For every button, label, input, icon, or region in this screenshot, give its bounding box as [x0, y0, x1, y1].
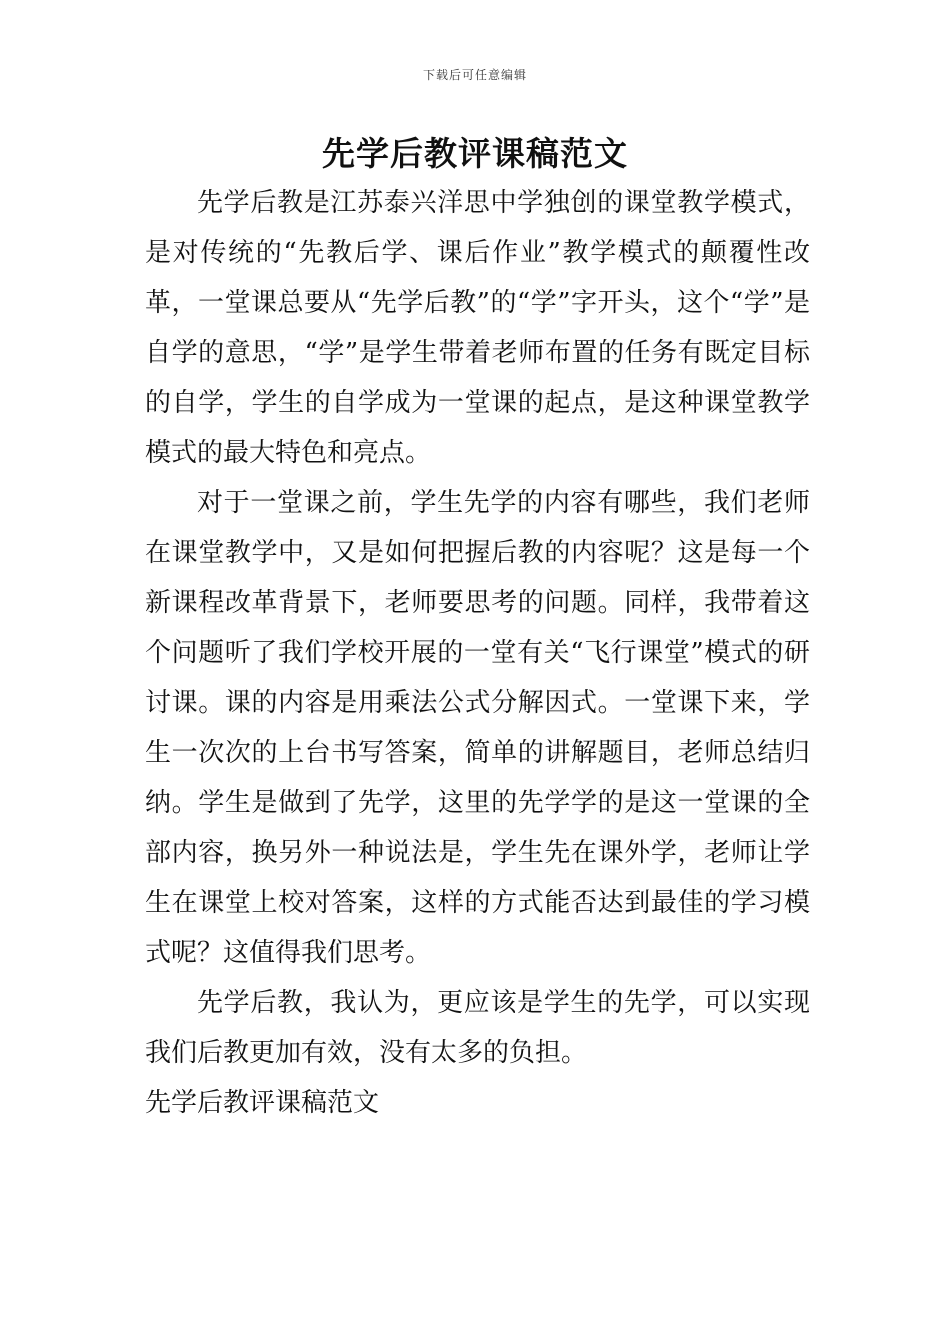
header-note: 下载后可任意编辑	[422, 68, 527, 82]
paragraph-1: 先学后教是江苏泰兴洋思中学独创的课堂教学模式，是对传统的“先教后学、课后作业”教学模式的颠覆性改革，一堂课总要从“先学后教”的“学”字开头，这个“学”是自学的意思，“学”是学生带着老师布置的任务有既定目标的自学，学生的自学成为一堂课的起点，是这种课堂教学模式的最大特色和亮点。	[145, 188, 810, 468]
document-body	[145, 178, 810, 1128]
paragraph-3: 先学后教，我认为，更应该是学生的先学，可以实现我们后教更加有效，没有太多的负担。	[145, 988, 810, 1068]
document-footer-line: 先学后教评课稿范文	[145, 1088, 380, 1118]
document-title: 先学后教评课稿范文	[322, 134, 628, 173]
paragraph-2: 对于一堂课之前，学生先学的内容有哪些，我们老师在课堂教学中，又是如何把握后教的内容呢？这是每一个新课程改革背景下，老师要思考的问题。同样，我带着这个问题听了我们学校开展的一堂有关“飞行课堂”模式的研讨课。课的内容是用乘法公式分解因式。一堂课下来，学生一次次的上台书写答案，简单的讲解题目，老师总结归纳。学生是做到了先学，这里的先学学的是这一堂课的全部内容，换另外一种说法是，学生先在课外学，老师让学生在课堂上校对答案，这样的方式能否达到最佳的学习模式呢？这值得我们思考。	[145, 488, 810, 968]
